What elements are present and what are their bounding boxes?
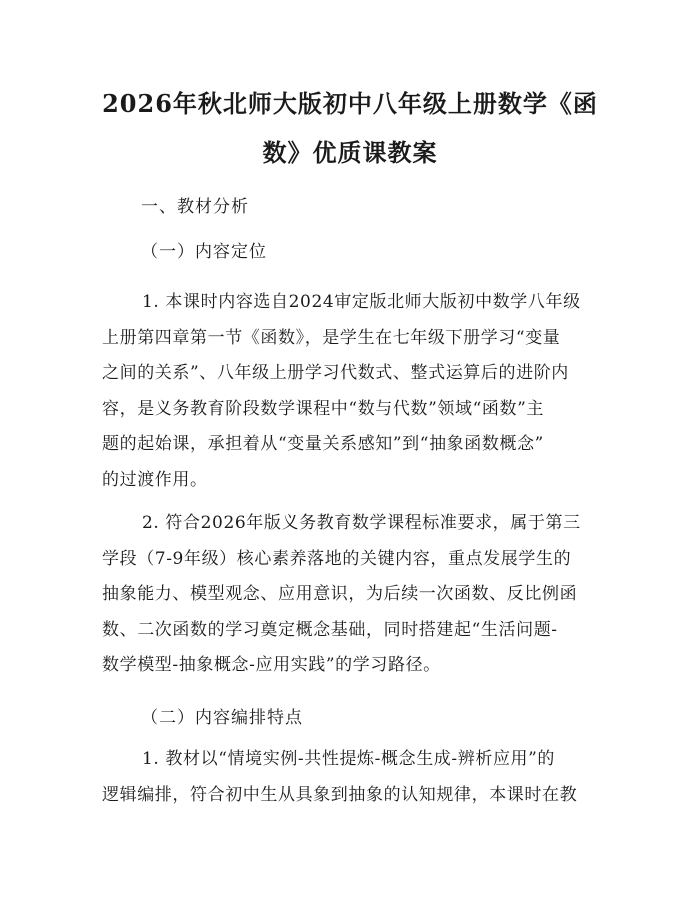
paragraph-2 bbox=[102, 506, 600, 684]
document-title-line-1: 2026年秋北师大版初中八年级上册数学《函 bbox=[102, 89, 598, 118]
paragraph-line: 数学模型-抽象概念-应用实践”的学习路径。 bbox=[102, 655, 441, 675]
paragraph-line: 数、二次函数的学习奠定概念基础，同时搭建起“生活问题- bbox=[102, 619, 558, 640]
paragraph-line: 2. 符合2026年版义务教育数学课程标准要求，属于第三 bbox=[142, 513, 581, 533]
paragraph-line: 之间的关系”、八年级上册学习代数式、整式运算后的进阶内 bbox=[102, 363, 569, 383]
paragraph-1 bbox=[102, 285, 600, 498]
paragraph-line: 1. 本课时内容选自2024审定版北师大版初中数学八年级 bbox=[142, 292, 581, 312]
subsection-heading-content-positioning: （一）内容定位 bbox=[141, 242, 267, 262]
paragraph-line: 的过渡作用。 bbox=[102, 469, 208, 490]
document-title-line-2: 数》优质课教案 bbox=[262, 138, 438, 167]
paragraph-line: 容，是义务教育阶段数学课程中“数与代数”领域“函数”主 bbox=[102, 398, 544, 419]
paragraph-line: 上册第四章第一节《函数》，是学生在七年级下册学习“变量 bbox=[102, 327, 561, 348]
paragraph-line: 抽象能力、模型观念、应用意识，为后续一次函数、反比例函 bbox=[102, 584, 578, 604]
paragraph-line: 学段（7-9年级）核心素养落地的关键内容，重点发展学生的 bbox=[102, 548, 572, 569]
paragraph-3 bbox=[102, 742, 600, 813]
paragraph-line: 逻辑编排，符合初中生从具象到抽象的认知规律，本课时在教 bbox=[102, 784, 578, 805]
paragraph-line: 1. 教材以“情境实例-共性提炼-概念生成-辨析应用”的 bbox=[142, 749, 556, 769]
section-heading-teaching-material-analysis: 一、教材分析 bbox=[141, 197, 249, 217]
subsection-heading-content-arrangement: （二）内容编排特点 bbox=[141, 708, 303, 728]
paragraph-line: 题的起始课，承担着从“变量关系感知”到“抽象函数概念” bbox=[102, 434, 544, 454]
